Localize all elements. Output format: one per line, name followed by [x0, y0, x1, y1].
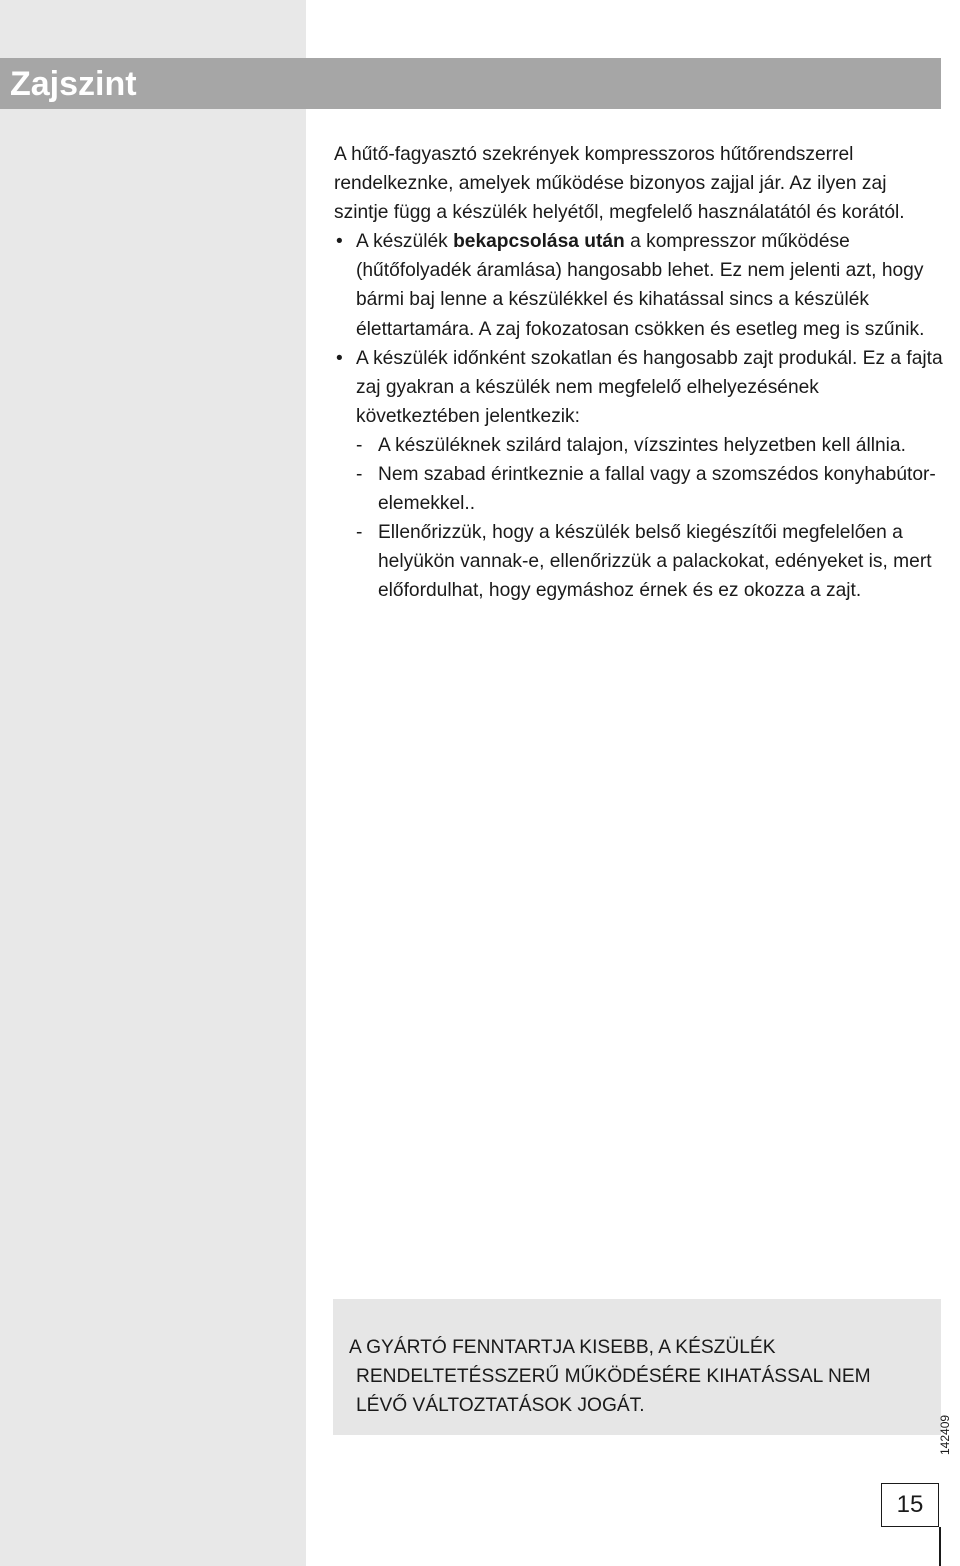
bullet-item-power-on: [334, 227, 944, 343]
dash-item-accessories: [334, 518, 944, 605]
bullet-marker: •: [336, 231, 343, 253]
dash-text: Ellenőrizzük, hogy a készülék belső kiegészítői megfelelően a helyükön vannak-e, ellenőrizzük a palackokat, edényeket is, mert előfordulhat, hogy egymáshoz érnek és ez okozza a zajt.: [378, 522, 932, 602]
bullet-text-start: A készülék: [356, 231, 454, 253]
dash-item-wall-contact: [334, 460, 944, 518]
document-code: 142409: [938, 1414, 952, 1455]
page-title: Zajszint: [10, 65, 137, 103]
dash-marker: -: [356, 522, 363, 544]
bullet-text-bold: bekapcsolása után: [453, 231, 625, 253]
bullet-text-end: a kompresszor működése (hűtőfolyadék áramlása) hangosabb lehet. Ez nem jelenti azt, hogy bármi baj lenne a készülékkel és kihatással sincs a készülék élettartamára. A zaj fokozatosan csökken és esetleg meg is szűnik.: [356, 231, 925, 340]
manufacturer-notice-text: [349, 1333, 939, 1421]
page-number-rule: [939, 1527, 941, 1566]
dash-item-level-floor: [334, 431, 944, 460]
dash-text: Nem szabad érintkeznie a fallal vagy a szomszédos konyhabútor-elemekkel..: [378, 464, 936, 515]
notice-line: RENDELTETÉSSZERŰ MŰKÖDÉSÉRE KIHATÁSSAL NEM: [356, 1366, 871, 1388]
page-number: 15: [881, 1483, 939, 1527]
notice-line: A GYÁRTÓ FENNTARTJA KISEBB, A KÉSZÜLÉK: [349, 1337, 776, 1358]
dash-marker: -: [356, 464, 363, 486]
dash-text: A készüléknek szilárd talajon, vízszintes helyzetben kell állnia.: [378, 434, 906, 456]
intro-paragraph: A hűtő-fagyasztó szekrények kompresszoros hűtőrendszerrel rendelkeznke, amelyek működése bizonyos zajjal jár. Az ilyen zaj szintje függ a készülék helyétől, megfelelő használatától és korától.: [334, 144, 905, 224]
notice-line: LÉVŐ VÁLTOZTATÁSOK JOGÁT.: [356, 1395, 645, 1417]
bullet-marker: •: [336, 347, 343, 369]
bullet-text: A készülék időnként szokatlan és hangosabb zajt produkál. Ez a fajta zaj gyakran a készülék nem megfelelő elhelyezésének következtében jelentkezik:: [356, 347, 943, 427]
manufacturer-notice-box: [333, 1299, 941, 1435]
bullet-item-unusual-noise: [334, 344, 944, 431]
body-text: [334, 140, 944, 606]
title-bar: [0, 58, 941, 109]
left-margin-band: [0, 0, 306, 1566]
dash-marker: -: [356, 434, 363, 456]
